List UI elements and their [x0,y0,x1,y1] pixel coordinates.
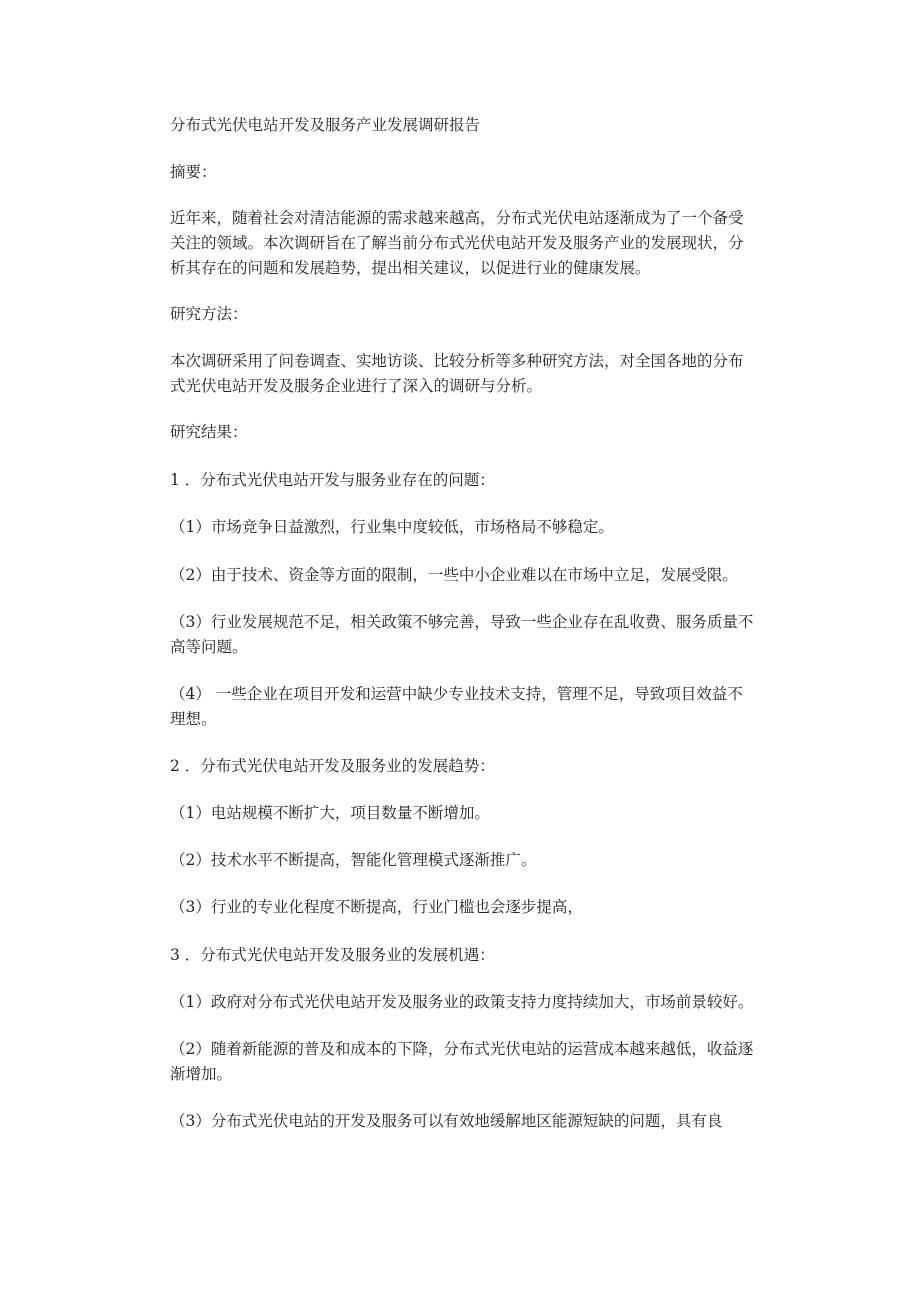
line: （3）行业发展规范不足，相关政策不够完善，导致一些企业存在乱收费、服务质量不 [170,613,754,631]
line: （3）行业的专业化程度不断提高，行业门槛也会逐步提高， [170,898,583,916]
list-item [170,1109,722,1134]
heading-text: 2 ．分布式光伏电站开发及服务业的发展趋势： [170,757,495,775]
line: （1）政府对分布式光伏电站开发及服务业的政策支持力度持续加大，市场前景较好。 [170,993,754,1011]
line: （2）技术水平不断提高，智能化管理模式逐渐推广。 [170,851,537,869]
line: 析其存在的问题和发展趋势，提出相关建议，以促进行业的健康发展。 [170,259,651,277]
heading-text: 研究结果： [170,423,248,441]
line: 关注的领域。本次调研旨在了解当前分布式光伏电站开发及服务产业的发展现状，分 [170,234,744,252]
line: 式光伏电站开发及服务企业进行了深入的调研与分析。 [170,377,543,395]
section-3-heading [170,943,495,968]
line: 渐增加。 [170,1065,233,1083]
heading-text: 摘要： [170,163,217,181]
heading-text: 1 ．分布式光伏电站开发与服务业存在的问题： [170,471,495,489]
heading-text: 研究方法： [170,305,248,323]
line: 理想。 [170,710,217,728]
list-item [170,1037,753,1087]
abstract-heading [170,160,217,185]
line: （4） 一些企业在项目开发和运营中缺少专业技术支持，管理不足，导致项目效益不 [170,685,743,703]
line: 近年来，随着社会对清洁能源的需求越来越高，分布式光伏电站逐渐成为了一个备受 [170,209,744,227]
method-heading [170,302,248,327]
line: （2）由于技术、资金等方面的限制，一些中小企业难以在市场中立足，发展受限。 [170,566,738,584]
line: （1）电站规模不断扩大，项目数量不断增加。 [170,804,490,822]
title-text: 分布式光伏电站开发及服务产业发展调研报告 [170,116,481,134]
line: （1）市场竞争日益激烈，行业集中度较低，市场格局不够稳定。 [170,518,614,536]
method-paragraph [170,349,744,399]
list-item [170,801,490,826]
heading-text: 3 ．分布式光伏电站开发及服务业的发展机遇： [170,946,495,964]
line: （3）分布式光伏电站的开发及服务可以有效地缓解地区能源短缺的问题，具有良 [170,1112,723,1130]
list-item [170,610,753,660]
document-title [170,113,480,138]
results-heading [170,420,248,445]
list-item [170,563,738,588]
section-1-heading [170,468,495,493]
line: （2）随着新能源的普及和成本的下降，分布式光伏电站的运营成本越来越低，收益逐 [170,1040,754,1058]
section-2-heading [170,754,495,779]
list-item [170,515,614,540]
line: 高等问题。 [170,638,248,656]
list-item [170,990,753,1015]
list-item [170,848,536,873]
line: 本次调研采用了问卷调查、实地访谈、比较分析等多种研究方法，对全国各地的分布 [170,352,744,370]
list-item [170,682,743,732]
abstract-paragraph [170,206,744,281]
list-item [170,895,583,920]
